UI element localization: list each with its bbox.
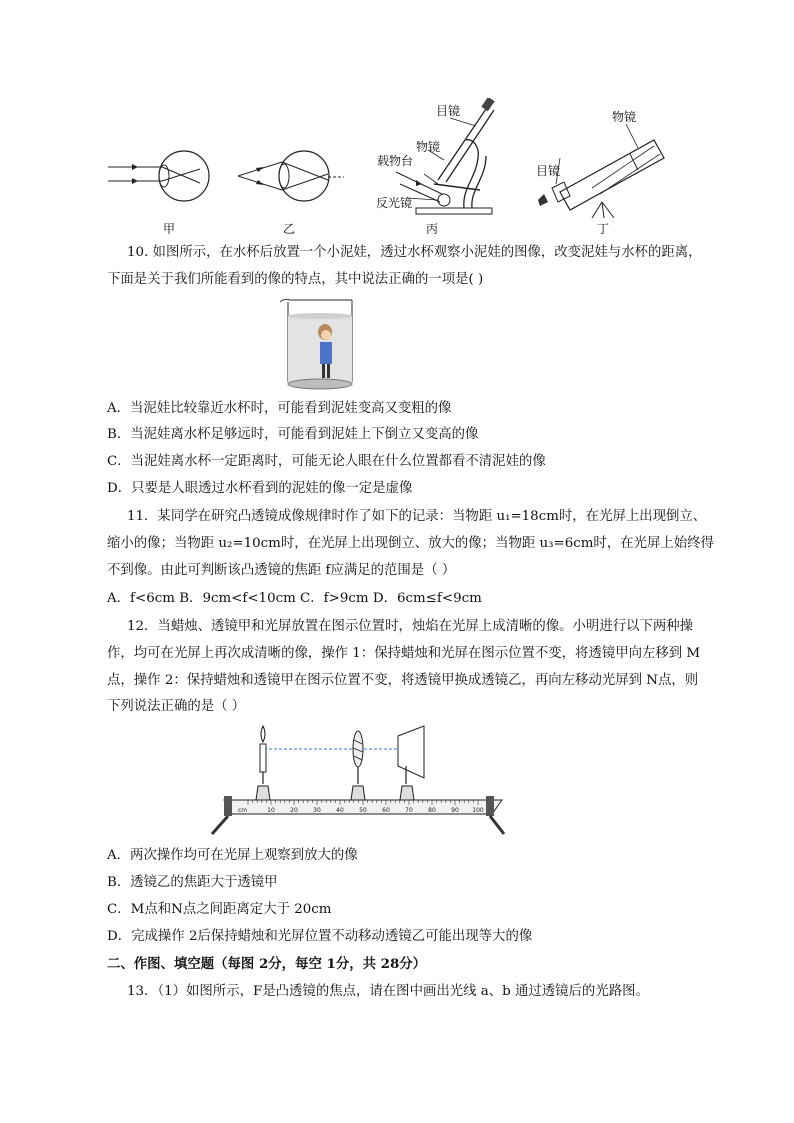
eye-diagram-2 [236, 150, 346, 216]
ruler-label: 90 [451, 807, 459, 814]
q12-stem-line-2: 作，均可在光屏上再次成清晰的像，操作 1：保持蜡烛和光屏在图示位置不变，将透镜甲向左移到 M [107, 646, 701, 661]
q11-stem-line-2: 缩小的像；当物距 u₂=10cm时，在光屏上出现倒立、放大的像；当物距 u₃=6cm时，在光屏上始终得 [107, 536, 714, 551]
eye-1-caption: 甲 [163, 222, 176, 236]
q12-option-c: C．M点和N点之间距离定大于 20cm [107, 902, 332, 917]
q10-stem-line-2: 下面是关于我们所能看到的像的特点，其中说法正确的一项是( ) [107, 272, 484, 287]
ruler-label: 50 [359, 807, 367, 814]
ruler-label: 60 [382, 807, 390, 814]
q10-option-b: B．当泥娃离水杯足够远时，可能看到泥娃上下倒立又变高的像 [107, 427, 479, 442]
microscope-caption: 丙 [426, 222, 439, 236]
q12-stem-line-4: 下列说法正确的是（ ） [107, 699, 246, 714]
q13-stem: 13．（1）如图所示，F是凸透镜的焦点，请在图中画出光线 a、b 通过透镜后的光路图。 [127, 984, 649, 999]
lens-icon [351, 731, 365, 800]
screen-icon [398, 726, 424, 800]
q11-stem-line-1: 11．某同学在研究凸透镜成像规律时作了如下的记录：当物距 u₁=18cm时，在光屏上出现倒立、 [127, 509, 707, 524]
ruler-label: 30 [313, 807, 321, 814]
q12-option-b: B．透镜乙的焦距大于透镜甲 [107, 875, 278, 890]
optical-bench-figure [206, 722, 510, 838]
ruler-label: 70 [405, 807, 413, 814]
q12-option-a: A．两次操作均可在光屏上观察到放大的像 [107, 848, 358, 863]
microscope-objective-label: 物镜 [416, 140, 441, 154]
eye-diagram-1 [104, 150, 214, 216]
q12-stem-line-3: 点，操作 2：保持蜡烛和透镜甲在图示位置不变，将透镜甲换成透镜乙，再向左移动光屏到 N点，则 [107, 673, 699, 688]
telescope-caption: 丁 [597, 222, 610, 236]
microscope-eyepiece-label: 目镜 [436, 104, 461, 118]
water-cup-figure [276, 296, 362, 392]
telescope-eyepiece-label: 目镜 [536, 164, 561, 178]
candle-icon [256, 726, 270, 800]
ruler-label: 100 [472, 807, 484, 814]
microscope-mirror-label: 反光镜 [376, 196, 413, 210]
q10-option-a: A．当泥娃比较靠近水杯时，可能看到泥娃变高又变粗的像 [107, 401, 452, 416]
section-2-heading: 二、作图、填空题（每图 2分，每空 1分，共 28分） [107, 956, 427, 972]
q11-options: A．f<6cm B．9cm<f<10cm C．f>9cm D．6cm≤f<9cm [107, 591, 482, 606]
q12-option-d: D．完成操作 2后保持蜡烛和光屏位置不动移动透镜乙可能出现等大的像 [107, 929, 533, 944]
q10-option-c: C．当泥娃离水杯一定距离时，可能无论人眼在什么位置都看不清泥娃的像 [107, 454, 546, 469]
ruler-label: 40 [336, 807, 344, 814]
microscope-stage-label: 载物台 [377, 154, 414, 168]
q11-stem-line-3: 不到像。由此可判断该凸透镜的焦距 f应满足的范围是（ ） [107, 563, 456, 578]
q10-stem-line-1: 10. 如图所示，在水杯后放置一个小泥娃，透过水杯观察小泥娃的图像，改变泥娃与水杯的距离， [127, 245, 702, 260]
ruler-label: 80 [428, 807, 436, 814]
q12-stem-line-1: 12．当蜡烛、透镜甲和光屏放置在图示位置时，烛焰在光屏上成清晰的像。小明进行以下两种操 [127, 619, 694, 634]
telescope-objective-label: 物镜 [612, 110, 637, 124]
q10-option-d: D．只要是人眼透过水杯看到的泥娃的像一定是虚像 [107, 481, 413, 496]
ruler-label: 20 [290, 807, 298, 814]
ruler-unit: cm [238, 807, 248, 814]
eye-2-caption: 乙 [283, 222, 296, 236]
ruler-label: 10 [267, 807, 275, 814]
